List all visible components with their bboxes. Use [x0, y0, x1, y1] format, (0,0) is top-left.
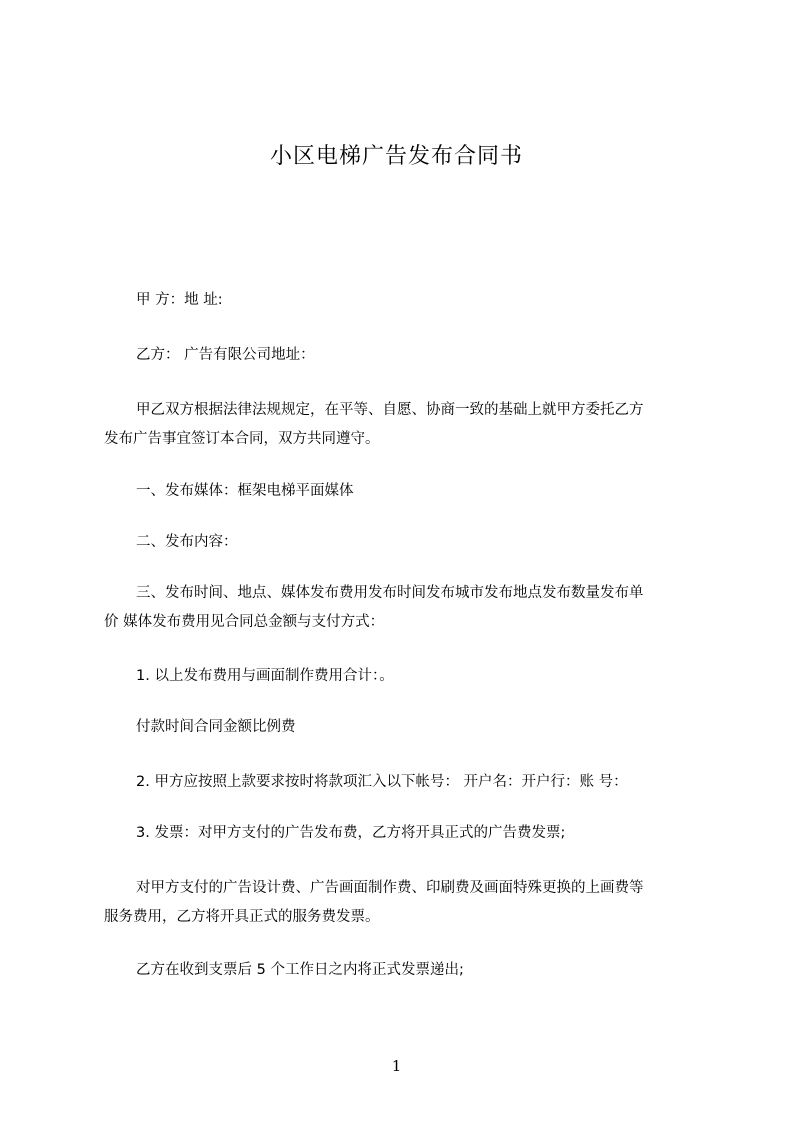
section3-line-2: 价 媒体发布费用见合同总金额与支付方式：: [104, 614, 385, 630]
invoice-paragraph: [104, 874, 702, 932]
intro-line-2: 发布广告事宜签订本合同，双方共同遵守。: [104, 431, 380, 447]
section-media: 一、发布媒体：框架电梯平面媒体: [136, 483, 354, 499]
party-b-line: 乙方： 广告有限公司地址：: [136, 347, 315, 363]
intro-paragraph: [104, 396, 702, 454]
item-1-total-fee: 1. 以上发布费用与画面制作费用合计：。: [136, 668, 394, 684]
invoice-line-1: 对甲方支付的广告设计费、广告画面制作费、印刷费及画面特殊更换的上画费等: [136, 880, 644, 896]
intro-line-1: 甲乙双方根据法律法规规定，在平等、自愿、协商一致的基础上就甲方委托乙方: [136, 402, 644, 418]
payment-table-header: 付款时间合同金额比例费: [136, 719, 296, 735]
invoice-line-2: 服务费用，乙方将开具正式的服务费发票。: [104, 909, 380, 925]
section-time-place-fee: [104, 579, 702, 637]
item-2-bank-account: 2. 甲方应按照上款要求按时将款项汇入以下帐号： 开户名：开户行：账 号：: [136, 774, 628, 790]
item-3-invoice: 3. 发票：对甲方支付的广告发布费，乙方将开具正式的广告费发票;: [136, 825, 566, 841]
section-content: 二、发布内容：: [136, 534, 238, 550]
page-number: 1: [391, 1057, 402, 1075]
document-title: 小区电梯广告发布合同书: [269, 144, 523, 169]
invoice-delivery-line: 乙方在收到支票后 5 个工作日之内将正式发票递出;: [136, 962, 464, 978]
section3-line-1: 三、发布时间、地点、媒体发布费用发布时间发布城市发布地点发布数量发布单: [136, 585, 644, 601]
party-a-line: 甲 方：地 址:: [136, 292, 223, 308]
